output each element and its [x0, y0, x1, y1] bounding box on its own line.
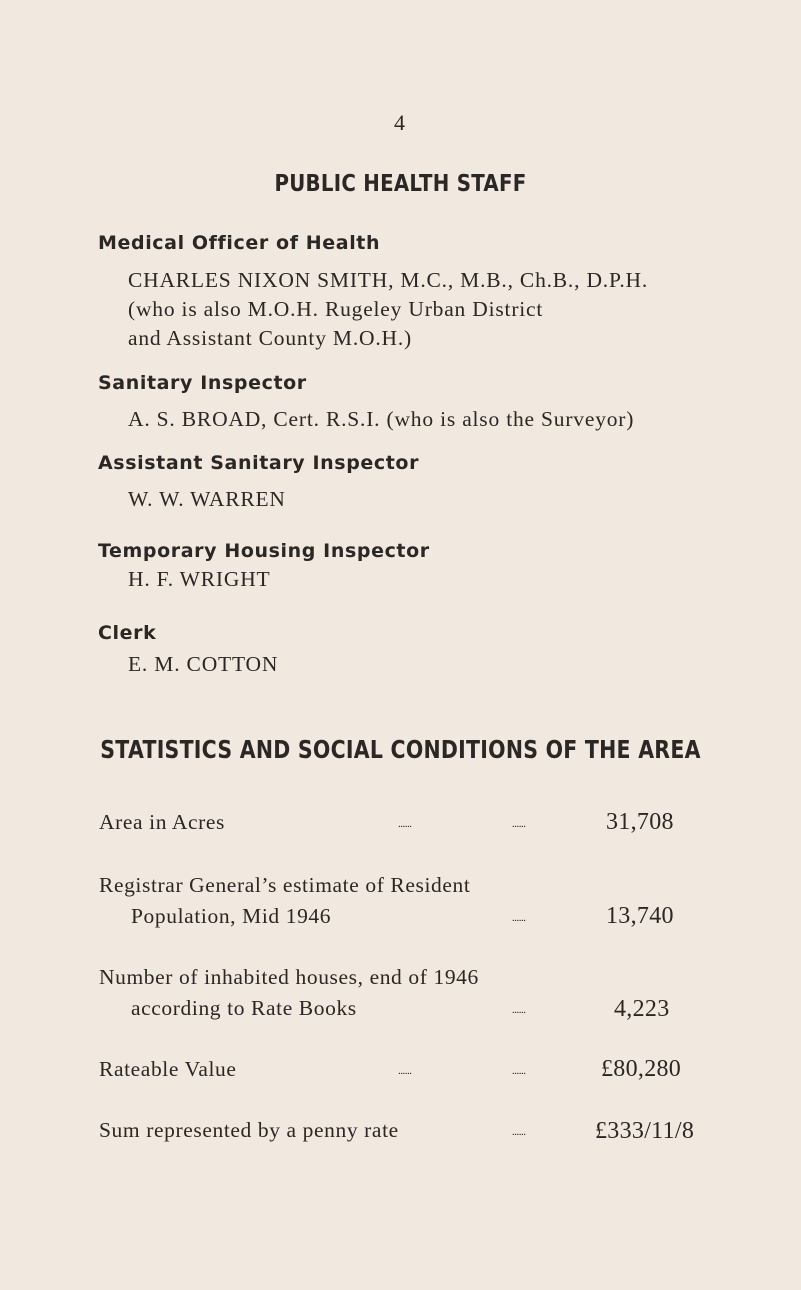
stat-value-population: 13,740: [606, 903, 674, 929]
leader-dots: ......: [512, 1126, 526, 1138]
staff-name-line: CHARLES NIXON SMITH, M.C., M.B., Ch.B., D.P.H.: [128, 268, 649, 292]
role-heading-temporary-housing-inspector: Temporary Housing Inspector: [98, 540, 430, 562]
page-number: 4: [394, 110, 405, 135]
stat-value-rateable: £80,280: [601, 1056, 682, 1082]
stat-label: Number of inhabited houses, end of 1946: [99, 965, 479, 989]
leader-dots: ......: [398, 1065, 412, 1077]
role-heading-assistant-sanitary-inspector: Assistant Sanitary Inspector: [98, 452, 420, 474]
stats-section-title: STATISTICS AND SOCIAL CONDITIONS OF THE AREA: [100, 735, 701, 764]
role-heading-medical-officer: Medical Officer of Health: [98, 232, 381, 254]
role-heading-sanitary-inspector: Sanitary Inspector: [98, 372, 307, 394]
stat-label: according to Rate Books: [131, 996, 357, 1020]
leader-dots: ......: [512, 1065, 526, 1077]
stat-label: Rateable Value: [99, 1057, 237, 1081]
leader-dots: ......: [398, 818, 412, 830]
staff-section-title: PUBLIC HEALTH STAFF: [274, 171, 527, 197]
role-heading-clerk: Clerk: [98, 622, 157, 644]
stat-value-houses: 4,223: [614, 996, 670, 1022]
staff-name-line: H. F. WRIGHT: [128, 567, 271, 591]
stat-label: Area in Acres: [99, 810, 225, 834]
stat-value-area: 31,708: [606, 809, 674, 835]
leader-dots: ......: [512, 818, 526, 830]
staff-name-line: A. S. BROAD, Cert. R.S.I. (who is also the Surveyor): [128, 407, 635, 431]
staff-detail-line: and Assistant County M.O.H.): [128, 326, 412, 350]
stat-label: Population, Mid 1946: [131, 904, 332, 928]
staff-detail-line: (who is also M.O.H. Rugeley Urban District: [128, 297, 544, 321]
leader-dots: ......: [512, 1004, 526, 1016]
leader-dots: ......: [512, 912, 526, 924]
stat-label: Sum represented by a penny rate: [99, 1118, 399, 1142]
stat-label: Registrar General’s estimate of Resident: [99, 873, 471, 897]
staff-name-line: E. M. COTTON: [128, 652, 279, 676]
staff-name-line: W. W. WARREN: [128, 487, 286, 511]
stat-value-penny-rate: £333/11/8: [595, 1118, 695, 1144]
